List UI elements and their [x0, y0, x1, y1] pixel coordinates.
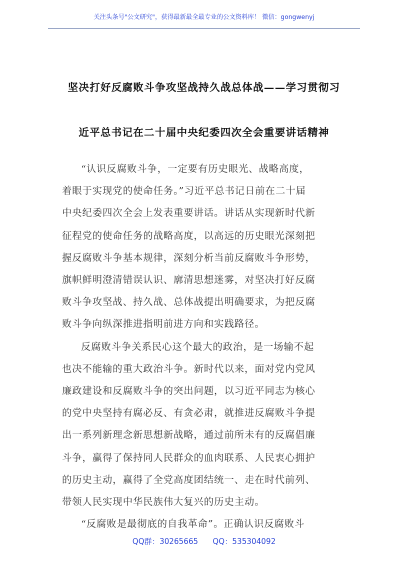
paragraph-2-line: 的党中央坚持有腐必反、有贪必肃，就推进反腐败斗争提	[62, 408, 316, 420]
paragraph-1-line: “认识反腐败斗争，一定要有历史眼光、战略高度，	[81, 164, 310, 175]
paragraph-2-line: 反腐败斗争关系民心这个最大的政治，是一场输不起	[81, 341, 315, 353]
paragraph-2-line: 斗争，赢得了保持同人民群众的血肉联系、人民衷心拥护	[62, 452, 316, 464]
paragraph-3-line: “反腐败是最彻底的自我革命”。正确认识反腐败斗	[81, 519, 305, 531]
paragraph-1	[62, 159, 346, 337]
paragraph-1-line: 中央纪委四次全会上发表重要讲话。讲话从实现新时代新	[62, 208, 316, 220]
paragraph-2-line: 出一系列新理念新思想新战略，通过前所未有的反腐倡廉	[62, 430, 316, 442]
paragraph-2	[62, 337, 346, 515]
paragraph-1-line: 着眼于实现党的使命任务。”习近平总书记日前在二十届	[62, 186, 306, 198]
paragraph-1-line: 败斗争攻坚战、持久战、总体战提出明确要求，为把反腐	[62, 297, 316, 309]
paragraph-1-line: 握反腐败斗争基本规律，深刻分析当前反腐败斗争形势，	[62, 252, 316, 264]
paragraph-1-line: 旗帜鲜明澄清错误认识、廓清思想迷雾，对坚决打好反腐	[62, 275, 316, 287]
footer-contact-text: QQ群：30265665 QQ：535304092	[132, 537, 276, 546]
paragraph-3	[62, 514, 346, 536]
document-title-line-1: 坚决打好反腐败斗争攻坚战持久战总体战——学习贯彻习	[67, 82, 341, 94]
paragraph-2-line: 带领人民实现中华民族伟大复兴的历史主动。	[62, 497, 265, 509]
paragraph-1-line: 败斗争向纵深推进指明前进方向和实践路径。	[62, 319, 265, 331]
document-title-line-2: 近平总书记在二十届中央纪委四次全会重要讲话精神	[78, 127, 330, 139]
paragraph-2-line: 也决不能输的重大政治斗争。新时代以来，面对党内党风	[62, 363, 316, 375]
paragraph-2-line: 廉政建设和反腐败斗争的突出问题，以习近平同志为核心	[62, 386, 316, 398]
paragraph-2-line: 的历史主动，赢得了全党高度团结统一、走在时代前列、	[62, 474, 316, 486]
document-body	[62, 159, 346, 536]
paragraph-1-line: 征程党的使命任务的战略高度，以高远的历史眼光深刻把	[62, 230, 316, 242]
header-promo-text: 关注头条号"公文研究"，获得最新最全最专业的公文资料库！ 微信：gongwenyj	[93, 14, 315, 21]
